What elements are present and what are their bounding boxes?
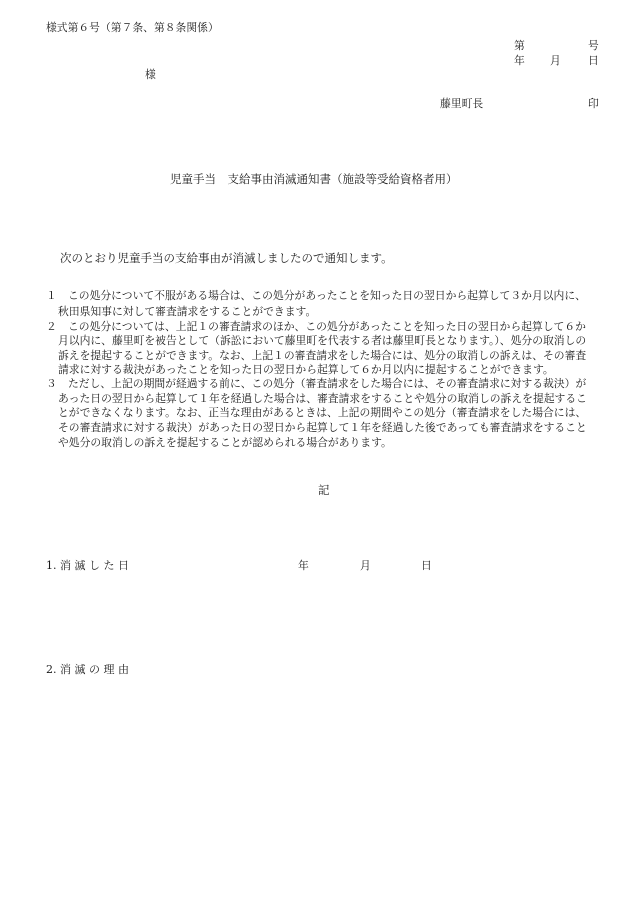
notice-number: ３ (46, 377, 57, 390)
seal-mark: 印 (588, 97, 599, 110)
field-date-day: 日 (421, 559, 432, 572)
notice-line: ただし、上記の期間が経過する前に、この処分（審査請求をした場合には、その審査請求に対する裁決）が (68, 377, 587, 390)
ki-heading: 記 (318, 483, 330, 497)
date-day: 日 (588, 54, 599, 67)
field-label: 2. 消 滅 の 理 由 (46, 663, 129, 676)
notice-line: 秋田県知事に対して審査請求をすることができます。 (58, 305, 317, 318)
notice-line: 請求に対する裁決があったことを知った日の翌日から起算して６か月以内に提起することができます。 (58, 363, 554, 376)
notice-line: や処分の取消しの訴えを提起することが認められる場合があります。 (58, 436, 392, 449)
notice-line: この処分については、上記１の審査請求のほか、この処分があったことを知った日の翌日から起算して６か (68, 320, 586, 333)
issuer-name: 藤里町長 (440, 97, 484, 110)
notice-line: この処分について不服がある場合は、この処分があったことを知った日の翌日から起算して３か月以内に、 (68, 289, 586, 302)
field-date-month: 月 (360, 559, 371, 572)
date-year: 年 (514, 54, 525, 67)
notice-number: ２ (46, 320, 57, 333)
date-month: 月 (550, 54, 561, 67)
notice-number: １ (46, 289, 57, 302)
intro-text: 次のとおり児童手当の支給事由が消滅しましたので通知します。 (60, 251, 393, 265)
notice-line: とができなくなります。なお、正当な理由があるときは、上記の期間やこの処分（審査請求をした場合には、 (58, 406, 587, 419)
doc-number-prefix: 第 (514, 39, 525, 52)
notice-line: あった日の翌日から起算して１年を経過した場合は、審査請求をすることや処分の取消しの訴えを提起するこ (58, 392, 587, 405)
field-label: 1. 消 滅 し た 日 (46, 559, 129, 572)
notice-line: 訴えを提起することができます。なお、上記１の審査請求をした場合には、処分の取消しの訴えは、その審査 (58, 349, 587, 362)
notice-line: 月以内に、藤里町を被告として（訴訟において藤里町を代表する者は藤里町長となります。）、処分の取消しの (58, 334, 587, 347)
doc-number-suffix: 号 (588, 39, 599, 52)
notice-line: その審査請求に対する裁決）があった日の翌日から起算して１年を経過した後であっても審査請求をすること (58, 421, 587, 434)
field-date-year: 年 (298, 559, 309, 572)
addressee-suffix: 様 (145, 68, 156, 81)
document-title: 児童手当 支給事由消滅通知書（施設等受給資格者用） (170, 172, 458, 186)
form-number: 様式第６号（第７条、第８条関係） (46, 21, 219, 34)
